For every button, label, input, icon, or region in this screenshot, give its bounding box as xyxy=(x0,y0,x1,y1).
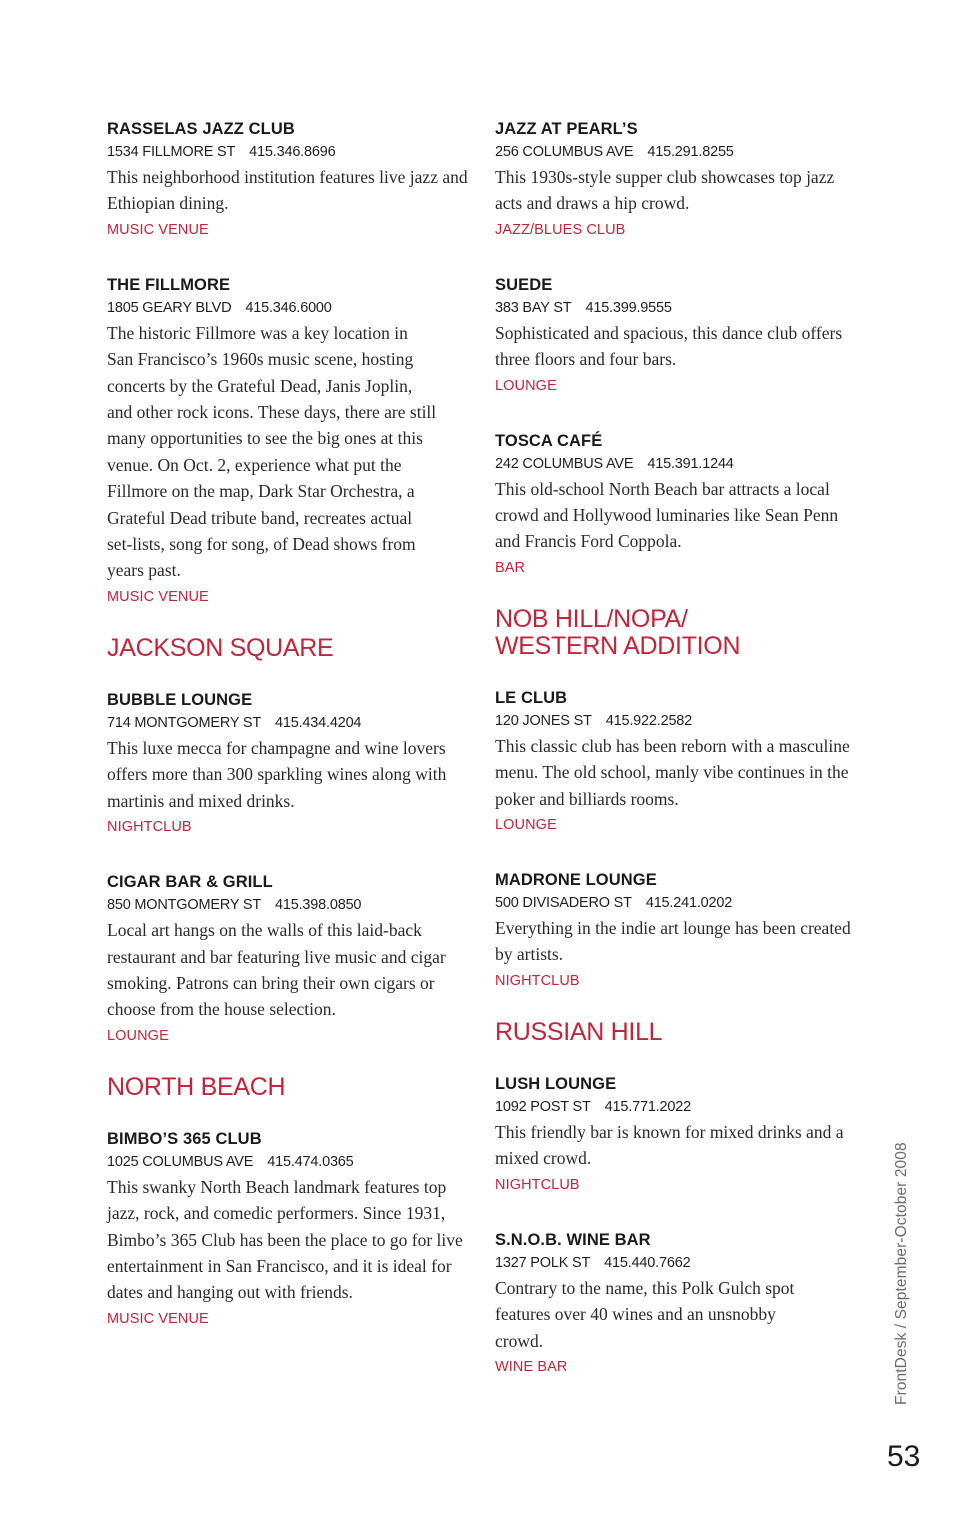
venue-phone: 415.346.6000 xyxy=(245,299,332,316)
venue-description: This friendly bar is known for mixed drinks and a mixed crowd. xyxy=(495,1121,844,1169)
venue-listing xyxy=(495,274,865,399)
venue-type: BAR xyxy=(495,559,526,576)
venue-listing xyxy=(495,1229,865,1380)
venue-address: 383 BAY ST xyxy=(495,299,572,316)
venue-phone: 415.434.4204 xyxy=(275,714,362,731)
page-number: 53 xyxy=(887,1440,921,1473)
venue-description: Everything in the indie art lounge has been created by artists. xyxy=(495,918,851,965)
venue-listing xyxy=(495,1073,865,1198)
venue-type: NIGHTCLUB xyxy=(495,1176,580,1193)
venue-address: 1025 COLUMBUS AVE xyxy=(107,1153,254,1170)
venue-phone: 415.391.1244 xyxy=(647,455,734,472)
venue-type: LOUNGE xyxy=(495,377,557,394)
venue-listing xyxy=(495,687,865,838)
venue-listing xyxy=(495,869,865,994)
venue-description: The historic Fillmore was a key location in San Francisco’s 1960s music scene, hosting concerts by the Grateful Dead, Janis Joplin, and other rock icons. These days, there are still many opportunities to see the big ones at this venue. On Oct. 2, experience what put the Fillmore on the map, Dark Star Orchestra, a Grateful Dead tribute band, recreates actual set-lists, song for song, of Dead shows from years past. xyxy=(107,322,437,581)
venue-listing xyxy=(495,118,865,243)
venue-listing xyxy=(107,1128,477,1332)
venue-info xyxy=(495,452,865,476)
venue-phone: 415.291.8255 xyxy=(647,144,734,160)
venue-description: This old-school North Beach bar attracts a local crowd and Hollywood luminaries like Sean Penn and Francis Ford Coppola. xyxy=(495,478,839,552)
section-heading-jackson-square: JACKSON SQUARE xyxy=(107,633,334,662)
venue-phone: 415.346.8696 xyxy=(249,144,336,160)
venue-address: 714 MONTGOMERY ST xyxy=(107,714,261,731)
venue-description: Local art hangs on the walls of this laid-back restaurant and bar featuring live music and cigar smoking. Patrons can bring their own cigars or choose from the house selection. xyxy=(107,920,446,1020)
venue-type: NIGHTCLUB xyxy=(107,819,192,836)
venue-type: MUSIC VENUE xyxy=(107,221,209,238)
section-heading-russian-hill: RUSSIAN HILL xyxy=(495,1017,663,1046)
venue-info xyxy=(107,296,477,320)
venue-address: 120 JONES ST xyxy=(495,712,592,729)
left-column xyxy=(107,118,477,1363)
venue-type: MUSIC VENUE xyxy=(107,588,209,605)
venue-phone: 415.399.9555 xyxy=(585,299,672,316)
venue-type: MUSIC VENUE xyxy=(107,1310,209,1327)
venue-name: CIGAR BAR & GRILL xyxy=(107,873,273,892)
venue-name: SUEDE xyxy=(495,275,553,294)
venue-name: LUSH LOUNGE xyxy=(495,1074,617,1093)
venue-phone: 415.474.0365 xyxy=(267,1153,354,1170)
venue-name: BIMBO’S 365 CLUB xyxy=(107,1129,262,1148)
venue-listing xyxy=(495,430,865,581)
venue-type: WINE BAR xyxy=(495,1358,568,1375)
venue-info xyxy=(495,140,865,164)
venue-info xyxy=(495,296,865,320)
venue-name: THE FILLMORE xyxy=(107,275,231,294)
venue-info xyxy=(495,1251,865,1275)
venue-name: BUBBLE LOUNGE xyxy=(107,690,253,709)
venue-info xyxy=(495,1095,865,1119)
right-column xyxy=(495,118,865,1411)
folio-publication-date: FrontDesk / September-October 2008 xyxy=(893,1142,910,1405)
venue-address: 1092 POST ST xyxy=(495,1098,591,1115)
venue-phone: 415.398.0850 xyxy=(275,897,362,914)
venue-description: Sophisticated and spacious, this dance club offers three floors and four bars. xyxy=(495,322,843,370)
venue-listing xyxy=(107,871,477,1049)
venue-phone: 415.241.0202 xyxy=(645,895,733,912)
venue-name: TOSCA CAFÉ xyxy=(495,431,603,450)
venue-phone: 415.440.7662 xyxy=(604,1254,691,1271)
venue-description: This classic club has been reborn with a masculine menu. The old school, manly vibe continues in the poker and billiards rooms. xyxy=(495,735,850,809)
venue-info xyxy=(107,711,477,735)
venue-description: This neighborhood institution features live jazz and Ethiopian dining. xyxy=(107,167,468,214)
venue-address: 1805 GEARY BLVD xyxy=(107,299,232,316)
venue-address: 500 DIVISADERO ST xyxy=(495,895,632,912)
venue-listing xyxy=(107,689,477,840)
venue-type: LOUNGE xyxy=(495,817,557,834)
venue-address: 1327 POLK ST xyxy=(495,1254,591,1271)
venue-address: 850 MONTGOMERY ST xyxy=(107,897,261,914)
venue-description: This luxe mecca for champagne and wine lovers offers more than 300 sparkling wines along with martinis and mixed drinks. xyxy=(107,737,447,811)
venue-name: S.N.O.B. WINE BAR xyxy=(495,1230,651,1249)
venue-description: This swanky North Beach landmark features top jazz, rock, and comedic performers. Since 1931, Bimbo’s 365 Club has been the place to go for live entertainment in San Francisco, and it is ideal for dates and hanging out with friends. xyxy=(107,1176,463,1303)
venue-address: 256 COLUMBUS AVE xyxy=(495,144,634,160)
venue-info xyxy=(495,891,865,915)
venue-listing xyxy=(107,118,477,243)
venue-description: Contrary to the name, this Polk Gulch spot features over 40 wines and an unsnobby crowd. xyxy=(495,1277,795,1351)
venue-listing xyxy=(107,274,477,610)
venue-name: MADRONE LOUNGE xyxy=(495,871,657,890)
venue-phone: 415.771.2022 xyxy=(604,1098,691,1115)
venue-type: JAZZ/BLUES CLUB xyxy=(495,221,626,238)
section-heading-nob-hill-nopa-western-addition: NOB HILL/NOPA/ WESTERN ADDITION xyxy=(495,604,741,660)
venue-address: 1534 FILLMORE ST xyxy=(107,144,236,160)
venue-info xyxy=(107,893,477,917)
venue-name: RASSELAS JAZZ CLUB xyxy=(107,120,295,138)
venue-type: LOUNGE xyxy=(107,1027,169,1044)
venue-info xyxy=(107,140,477,164)
venue-phone: 415.922.2582 xyxy=(605,712,693,729)
venue-name: LE CLUB xyxy=(495,688,568,707)
venue-name: JAZZ AT PEARL’S xyxy=(495,120,638,138)
venue-description: This 1930s-style supper club showcases top jazz acts and draws a hip crowd. xyxy=(495,167,835,214)
venue-info xyxy=(107,1150,477,1174)
venue-address: 242 COLUMBUS AVE xyxy=(495,455,634,472)
section-heading-north-beach: NORTH BEACH xyxy=(107,1072,286,1101)
venue-type: NIGHTCLUB xyxy=(495,972,580,989)
venue-info xyxy=(495,709,865,733)
